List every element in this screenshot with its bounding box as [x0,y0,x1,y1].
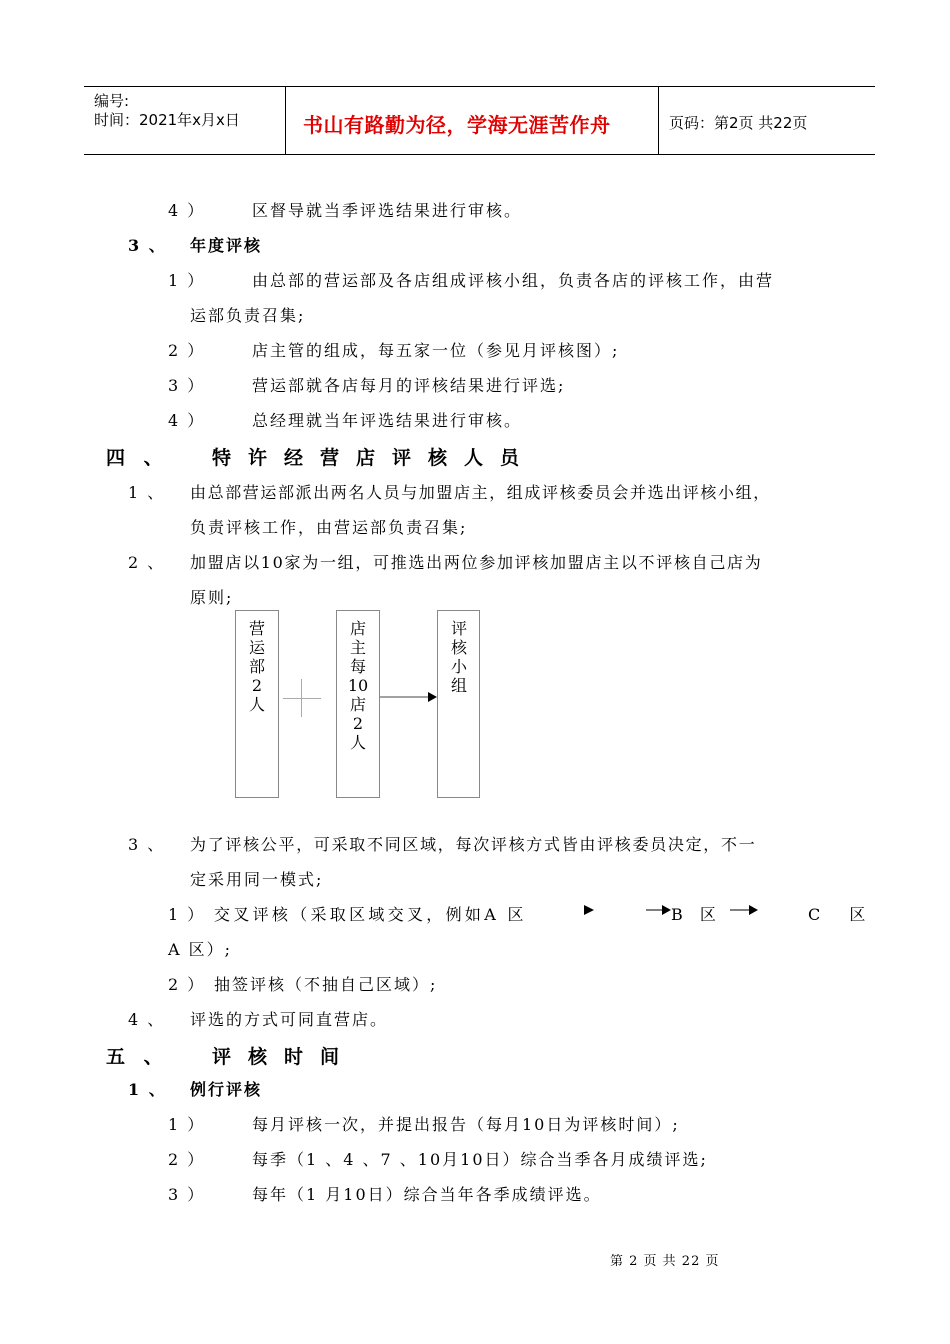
list-number: 2 ） [168,1150,206,1169]
section-heading: 例行评核 [190,1080,263,1099]
diagram-char: 小 [450,657,467,676]
chapter-number: 四 、 [106,447,169,469]
section-number: 3 、 [128,236,167,255]
diagram-char: 主 [349,638,366,657]
review-group-label [446,619,472,695]
chapter-title: 评核时间 [212,1046,357,1068]
list-text-continued: 运部负责召集; [190,306,306,325]
item-number: 2 、 [128,553,166,572]
item-text: 加盟店以10家为一组，可推选出两位参加评核加盟店主以不评核自己店为 [190,553,763,572]
list-text: 交叉评核（采取区域交叉，例如A 区 [214,905,527,924]
diagram-char: 评 [450,619,467,638]
list-text: B 区 [671,905,722,924]
header-divider [285,87,286,154]
diagram-char: 核 [450,638,467,657]
list-text: C 区 [808,905,878,924]
item-text: 为了评核公平，可采取不同区域，每次评核方式皆由评核委员决定，不一 [190,835,757,854]
diagram-char: 店 [349,695,366,714]
franchise-owners-label [345,619,371,752]
diagram-char: 店 [349,619,366,638]
list-number: 4 ） [168,201,206,220]
diagram-char: 运 [248,638,265,657]
diagram-char: 2 [251,676,263,695]
list-text: 每月评核一次，并提出报告（每月10日为评核时间）; [252,1115,680,1134]
plus-sign [283,698,321,699]
document-number-label: 编号: [94,92,130,110]
item-number: 3 、 [128,835,166,854]
item-number: 4 、 [128,1010,166,1029]
diagram-char: 组 [450,676,467,695]
list-number: 1 ） [168,1115,206,1134]
item-text-continued: 定采用同一模式; [190,870,324,889]
list-text: 每年（1 月10日）综合当年各季成绩评选。 [252,1185,602,1204]
operations-dept-box [235,610,279,798]
document-time-label: 时间：2021年x月x日 [94,111,240,129]
list-text: 店主管的组成，每五家一位（参见月评核图）; [252,341,620,360]
arrow-right-icon [646,903,672,917]
list-number: 3 ） [168,1185,206,1204]
arrow-right-icon [730,903,760,917]
item-text: 由总部营运部派出两名人员与加盟店主，组成评核委员会并选出评核小组， [190,483,771,502]
list-text-continued: A 区）; [168,940,233,959]
diagram-char: 部 [248,657,265,676]
list-text: 区督导就当季评选结果进行审核。 [252,201,523,220]
list-text: 总经理就当年评选结果进行审核。 [252,411,523,430]
header-motto: 书山有路勤为径，学海无涯苦作舟 [303,113,611,137]
page-header [84,86,875,155]
diagram-char: 每 [349,657,366,676]
item-number: 1 、 [128,483,166,502]
list-number: 3 ） [168,376,206,395]
plus-sign [301,679,302,717]
operations-dept-label [244,619,270,714]
item-text-continued: 原则; [190,588,234,607]
franchise-owners-box [336,610,380,798]
chapter-title: 特许经营店评核人员 [212,447,537,469]
diagram-char: 2 [352,714,364,733]
list-text: 每季（1 、4 、7 、10月10日）综合当季各月成绩评选; [252,1150,708,1169]
page-footer: 第 2 页 共 22 页 [610,1254,720,1269]
diagram-char: 人 [349,733,366,752]
list-number: 2 ） [168,975,206,994]
item-text: 评选的方式可同直营店。 [190,1010,389,1029]
diagram-char: 10 [347,676,369,695]
section-number: 1 、 [128,1080,167,1099]
list-number: 2 ） [168,341,206,360]
arrow-right-icon [582,903,600,917]
list-text: 营运部就各店每月的评核结果进行评选; [252,376,566,395]
list-text: 抽签评核（不抽自己区域）; [214,975,438,994]
list-number: 4 ） [168,411,206,430]
section-heading: 年度评核 [190,236,263,255]
diagram-char: 人 [248,695,265,714]
review-group-box [437,610,480,798]
page-count-label: 页码：第2页 共22页 [669,114,808,132]
list-number: 1 ） [168,905,206,924]
list-number: 1 ） [168,271,206,290]
item-text-continued: 负责评核工作，由营运部负责召集; [190,518,468,537]
header-divider [658,87,659,154]
list-text: 由总部的营运部及各店组成评核小组，负责各店的评核工作，由营 [252,271,775,290]
diagram-char: 营 [248,619,265,638]
arrow-right-icon [380,690,438,704]
chapter-number: 五 、 [106,1046,169,1068]
